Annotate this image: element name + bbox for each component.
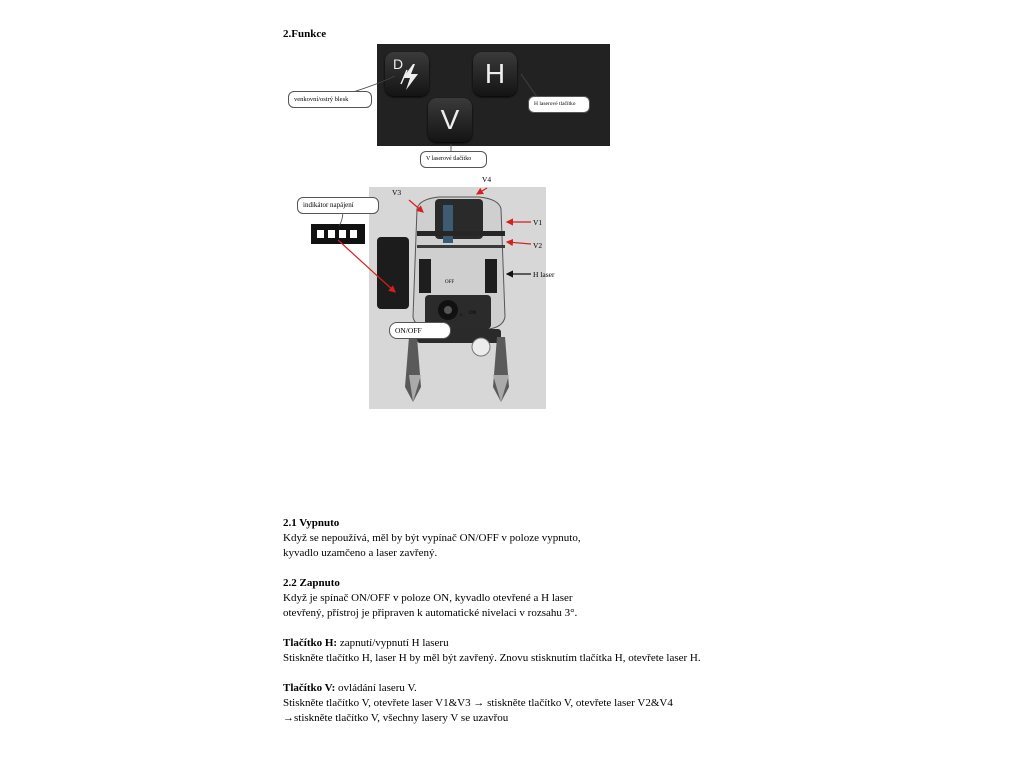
device-arrows — [283, 180, 613, 432]
section-h-title-rest: zapnutí/vypnutí H laseru — [337, 637, 449, 649]
section-on-line-2: otevřený, přístroj je připraven k automatické nivelaci v rozsahu 3°. — [283, 607, 578, 619]
section-h-button — [283, 636, 803, 666]
section-off-title: 2.1 Vypnuto — [283, 517, 340, 529]
section-off — [283, 516, 803, 561]
device-figure — [283, 175, 613, 432]
label-h-laser: H laser — [533, 270, 555, 279]
label-v4: V4 — [482, 175, 492, 184]
section-h-title: Tlačítko H: — [283, 637, 338, 649]
callout-on-off: ON/OFF — [389, 322, 451, 339]
section-off-line-2: kyvadlo uzamčeno a laser zavřený. — [283, 547, 438, 559]
section-title: 2.Funkce — [283, 28, 327, 40]
label-v1: V1 — [533, 218, 543, 227]
callout-h-button: H laserové tlačítko — [528, 96, 590, 113]
callout-v-button: V laserové tlačítko — [420, 151, 487, 168]
section-v-line-2: →stiskněte tlačítko V, všechny lasery V se uzavřou — [283, 712, 509, 724]
label-switch-on: ON — [469, 311, 477, 316]
v-button: V — [428, 98, 472, 142]
section-on-title: 2.2 Zapnuto — [283, 577, 340, 589]
section-h-line-1: Stiskněte tlačítko H, laser H by měl být zavřený. Znovu stisknutím tlačítka H, otevřete laser H. — [283, 652, 701, 664]
section-off-line-1: Když se nepoužívá, měl by být vypínač ON/OFF v poloze vypnuto, — [283, 532, 581, 544]
label-v2: V2 — [533, 241, 543, 250]
section-v-title: Tlačítko V: — [283, 682, 336, 694]
h-button: H — [473, 52, 517, 96]
label-switch-off: OFF — [445, 280, 455, 285]
label-v3: V3 — [392, 188, 402, 197]
section-v-title-rest: ovládání laseru V. — [335, 682, 417, 694]
section-on — [283, 576, 803, 621]
text-sections — [283, 516, 803, 726]
callout-outdoor-flash: venkovní/ostrý blesk — [288, 91, 372, 108]
section-v-line-1: Stiskněte tlačítko V, otevřete laser V1&V3 → stiskněte tlačítko V, otevřete laser V2&V4 — [283, 697, 673, 709]
section-v-heading — [283, 681, 803, 696]
button-figure — [283, 44, 613, 179]
section-v-button — [283, 681, 803, 726]
section-on-line-1: Když je spínač ON/OFF v poloze ON, kyvadlo otevřené a H laser — [283, 592, 573, 604]
callout-power-indicator: indikátor napájení — [297, 197, 379, 214]
d-key-label: D — [393, 56, 404, 72]
section-h-heading — [283, 636, 803, 651]
